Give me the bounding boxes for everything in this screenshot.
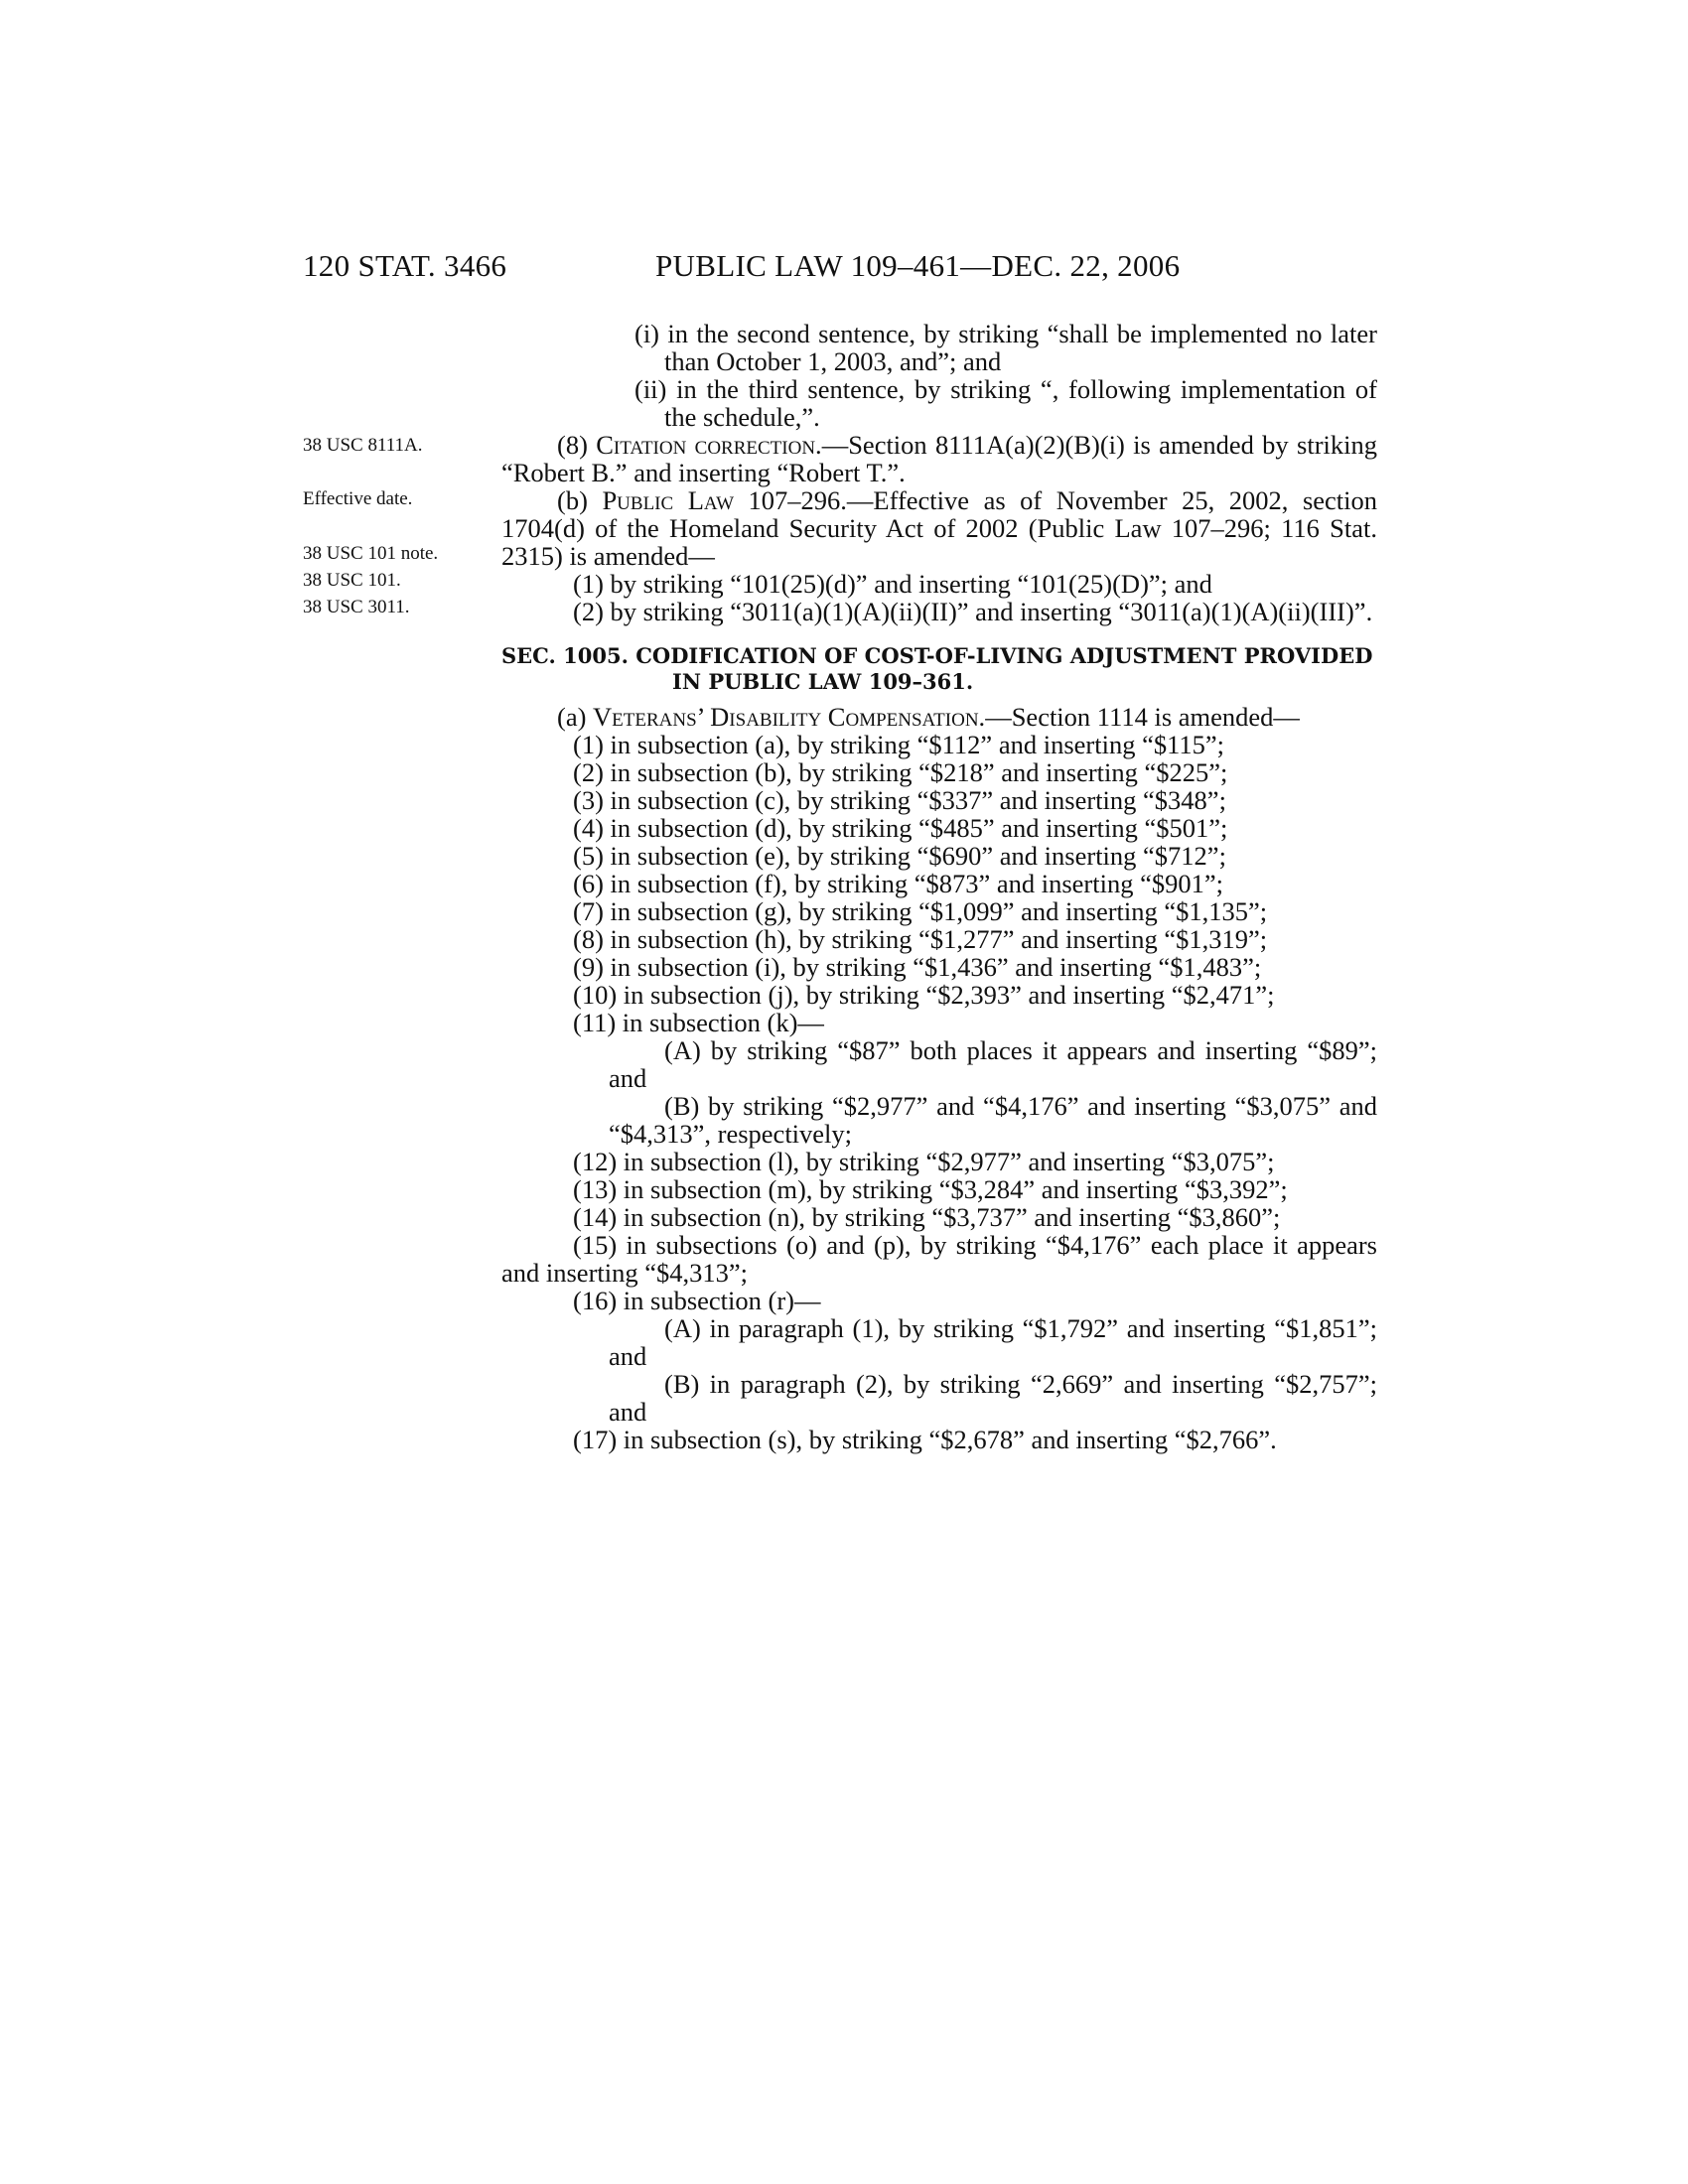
subsection-b-text: 107–296.—Effective as of November 25, 2002, section 1704(d) of the Homeland Security Act of 2002 (Public Law 107–296; 116 Stat. 2315) is amended— [501, 485, 1378, 571]
item-b-2: (2) by striking “3011(a)(1)(A)(ii)(II)” and inserting “3011(a)(1)(A)(ii)(III)”. [573, 597, 1373, 626]
subsection-b [501, 486, 1377, 570]
margin-note-effective-date: Effective date. [303, 488, 413, 509]
list-item: (4) in subsection (d), by striking “$485” and inserting “$501”; [573, 813, 1228, 843]
item-b-1: (1) by striking “101(25)(d)” and inserting “101(25)(D)”; and [573, 569, 1212, 599]
list-item: (5) in subsection (e), by striking “$690” and inserting “$712”; [573, 841, 1226, 871]
list-item: (11) in subsection (k)— [573, 1008, 824, 1037]
subitem-r-a: (A) in paragraph (1), by striking “$1,792” and inserting “$1,851”; and [609, 1313, 1377, 1371]
paragraph-8-label: (8) [557, 430, 597, 460]
subsection-b-label: (b) [557, 485, 603, 515]
list-item: (12) in subsection (l), by striking “$2,977” and inserting “$3,075”; [573, 1147, 1275, 1176]
list-item: (14) in subsection (n), by striking “$3,737” and inserting “$3,860”; [573, 1202, 1281, 1232]
section-heading: SEC. 1005. CODIFICATION OF COST-OF-LIVING ADJUSTMENT PROVIDED IN PUBLIC LAW 109–361. [501, 643, 1373, 694]
subsection-a-label: (a) [557, 702, 594, 732]
subitem-r-b: (B) in paragraph (2), by striking “2,669” and inserting “$2,757”; and [609, 1369, 1377, 1427]
subsection-a-text: —Section 1114 is amended— [985, 702, 1300, 732]
list-item: (6) in subsection (f), by striking “$873” and inserting “$901”; [573, 869, 1223, 898]
list-item: (15) in subsections (o) and (p), by striking “$4,176” each place it appears and inserting “$4,313”; [501, 1230, 1377, 1288]
margin-note-101: 38 USC 101. [303, 570, 401, 591]
paragraph-8 [501, 431, 1377, 486]
subitem-k-a: (A) by striking “$87” both places it appears and inserting “$89”; and [609, 1035, 1377, 1093]
stat-page-number: 120 STAT. 3466 [303, 248, 507, 283]
list-item: (2) in subsection (b), by striking “$218” and inserting “$225”; [573, 757, 1228, 787]
document-body [501, 320, 1377, 1453]
list-item: (7) in subsection (g), by striking “$1,099” and inserting “$1,135”; [573, 896, 1268, 926]
margin-note-3011: 38 USC 3011. [303, 597, 410, 617]
subsection-b-caption: Public Law [602, 485, 735, 515]
list-item: (10) in subsection (j), by striking “$2,393” and inserting “$2,471”; [573, 980, 1275, 1010]
clause-ii: (ii) in the third sentence, by striking “, following implementation of the schedule,”. [634, 374, 1377, 432]
paragraph-8-text: —Section 8111A(a)(2)(B)(i) is amended by striking “Robert B.” and inserting “Robert T.”. [501, 430, 1377, 487]
margin-note-8111a: 38 USC 8111A. [303, 435, 423, 456]
clause-i: (i) in the second sentence, by striking “shall be implemented no later than October 1, 2003, and”; and [634, 319, 1377, 376]
page-header [0, 248, 1688, 288]
running-title: PUBLIC LAW 109–461—DEC. 22, 2006 [655, 248, 1181, 283]
list-item: (9) in subsection (i), by striking “$1,436” and inserting “$1,483”; [573, 952, 1262, 982]
subsection-a-caption: Veterans’ Disability Compensation. [593, 702, 986, 732]
list-item: (16) in subsection (r)— [573, 1286, 821, 1315]
list-item: (3) in subsection (c), by striking “$337” and inserting “$348”; [573, 785, 1226, 815]
list-item: (13) in subsection (m), by striking “$3,284” and inserting “$3,392”; [573, 1174, 1288, 1204]
paragraph-8-caption: Citation correction. [596, 430, 822, 460]
list-item: (8) in subsection (h), by striking “$1,277” and inserting “$1,319”; [573, 924, 1268, 954]
subitem-k-b: (B) by striking “$2,977” and “$4,176” and inserting “$3,075” and “$4,313”, respectively; [609, 1091, 1377, 1149]
list-item: (1) in subsection (a), by striking “$112” and inserting “$115”; [573, 730, 1224, 759]
margin-note-101-note: 38 USC 101 note. [303, 543, 439, 564]
list-item: (17) in subsection (s), by striking “$2,678” and inserting “$2,766”. [573, 1425, 1277, 1454]
subsection-a [501, 703, 1377, 731]
